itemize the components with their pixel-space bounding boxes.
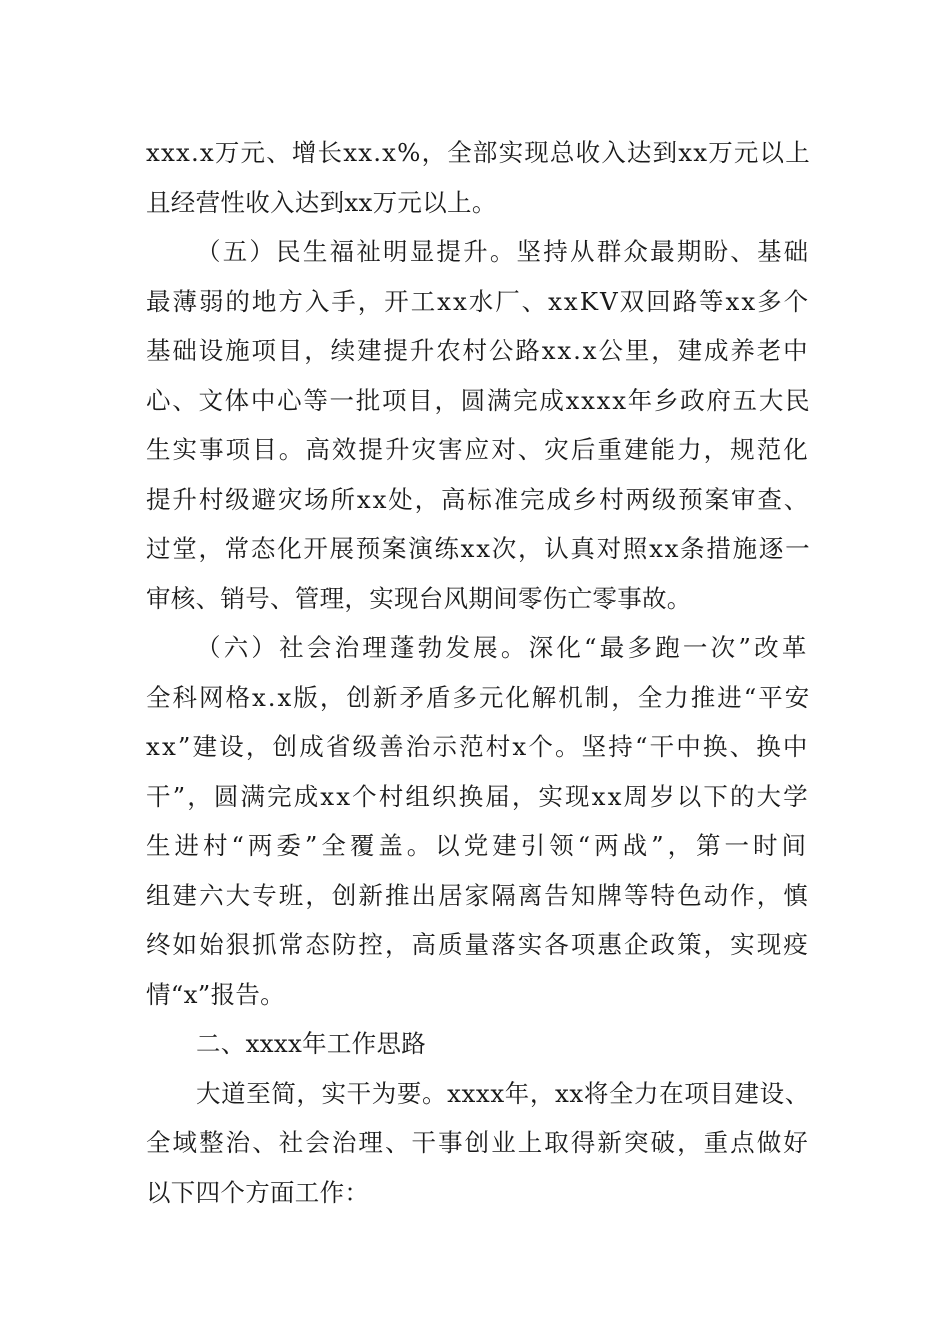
text-line-21: 全域整治、社会治理、干事创业上取得新突破，重点做好 — [146, 1128, 810, 1157]
text-line-13: xx”建设，创成省级善治示范村x个。坚持“干中换、换中 — [146, 732, 810, 761]
text-line-1: xxx.x万元、增长xx.x%，全部实现总收入达到xx万元以上 — [146, 138, 811, 167]
text-line-14: 干”，圆满完成xx个村组织换届，实现xx周岁以下的大学 — [146, 781, 810, 811]
text-line-4: 最薄弱的地方入手，开工xx水厂、xxKV双回路等xx多个 — [146, 286, 811, 316]
text-line-18: 情“x”报告。 — [146, 979, 285, 1009]
text-line-7: 生实事项目。高效提升灾害应对、灾后重建能力，规范化 — [146, 435, 810, 464]
section-heading: 二、xxxx年工作思路 — [196, 1029, 427, 1058]
text-line-15: 生进村“两委”全覆盖。以党建引领“两战”，第一时间 — [146, 831, 810, 860]
text-line-22: 以下四个方面工作： — [146, 1177, 370, 1207]
text-line-12: 全科网格x.x版，创新矛盾多元化解机制，全力推进“平安 — [146, 682, 812, 712]
text-line-2: 且经营性收入达到xx万元以上。 — [146, 187, 497, 217]
text-line-3: （五）民生福祉明显提升。坚持从群众最期盼、基础 — [196, 237, 811, 266]
text-line-8: 提升村级避灾场所xx处，高标准完成乡村两级预案审查、 — [146, 484, 811, 514]
text-line-20: 大道至简，实干为要。xxxx年，xx将全力在项目建设、 — [196, 1078, 810, 1108]
text-line-16: 组建六大专班，创新推出居家隔离告知牌等特色动作，慎 — [146, 880, 810, 910]
text-line-17: 终如始狠抓常态防控，高质量落实各项惠企政策，实现疫 — [146, 930, 810, 959]
document-body — [146, 128, 810, 1217]
text-line-9: 过堂，常态化开展预案演练xx次，认真对照xx条措施逐一 — [146, 534, 812, 563]
text-line-5: 基础设施项目，续建提升农村公路xx.x公里，建成养老中 — [146, 336, 810, 365]
text-line-11: （六）社会治理蓬勃发展。深化“最多跑一次”改革 — [196, 633, 810, 662]
text-line-10: 审核、销号、管理，实现台风期间零伤亡零事故。 — [146, 583, 692, 613]
text-line-6: 心、文体中心等一批项目，圆满完成xxxx年乡政府五大民 — [146, 385, 812, 415]
